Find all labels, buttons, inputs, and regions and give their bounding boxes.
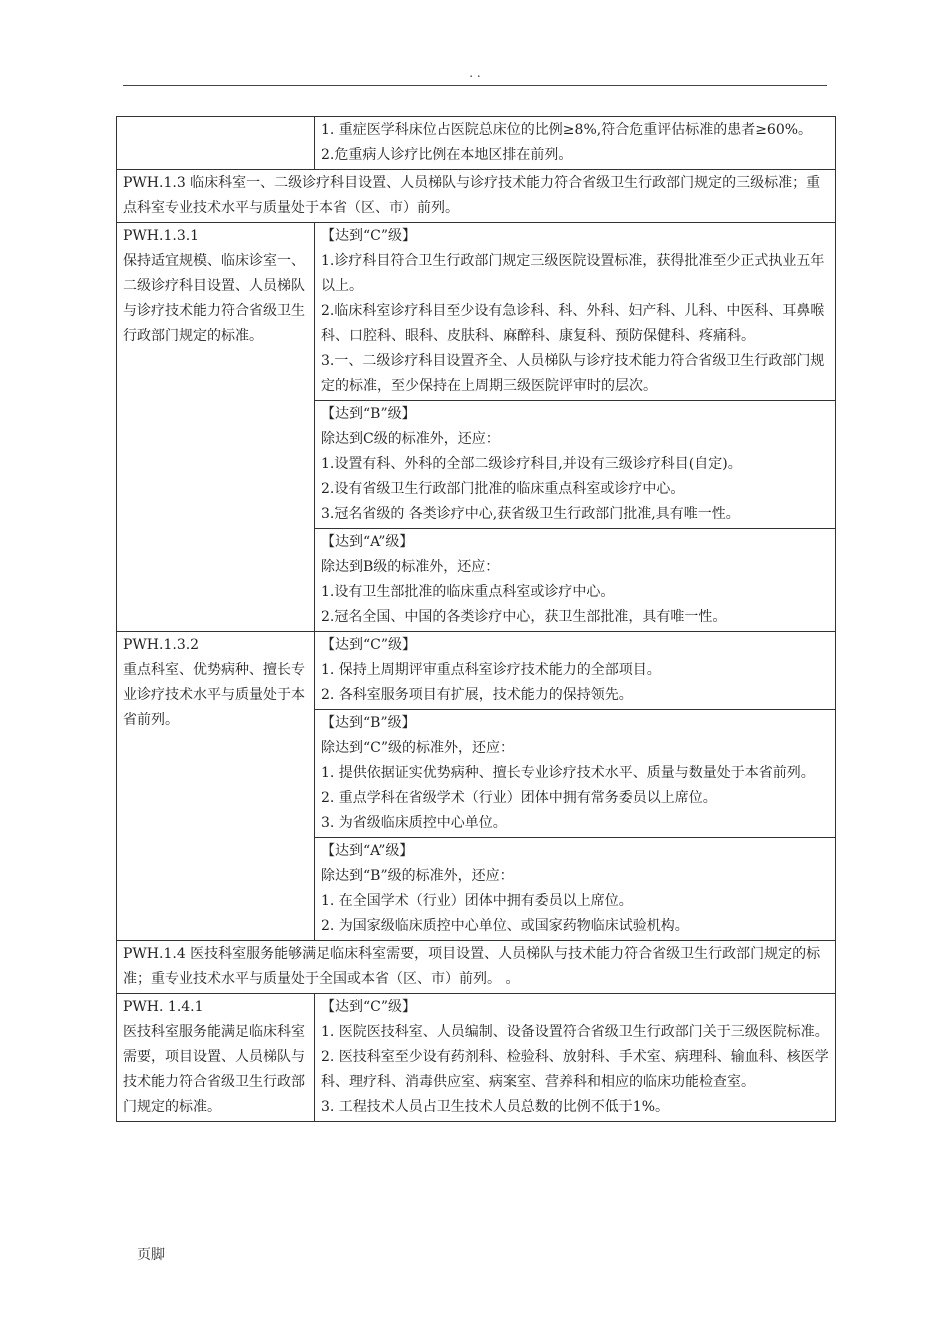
item-description: 医技科室服务能满足临床科室需要，项目设置、人员梯队与技术能力符合省级卫生行政部门规定的标准。 bbox=[123, 1024, 305, 1115]
criteria-line: 除达到B级的标准外，还应： bbox=[321, 559, 500, 575]
criteria-line: 2.危重病人诊疗比例在本地区排在前列。 bbox=[321, 147, 573, 163]
criteria-line: 2.临床科室诊疗科目至少设有急诊科、科、外科、妇产科、儿科、中医科、耳鼻喉科、口腔科、眼科、皮肤科、麻醉科、康复科、预防保健科、疼痛科。 bbox=[321, 303, 825, 344]
grade-c-cell bbox=[315, 223, 836, 401]
item-description: 重点科室、优势病种、擅长专业诊疗技术水平与质量处于本省前列。 bbox=[123, 662, 305, 728]
header-rule bbox=[123, 85, 827, 86]
page-footer: 页脚 bbox=[137, 1247, 165, 1263]
grade-b-cell bbox=[315, 401, 836, 529]
table-row bbox=[117, 170, 836, 223]
table-row bbox=[117, 223, 836, 401]
grade-c-cell bbox=[315, 632, 836, 710]
grade-heading: 【达到“B”级】 bbox=[321, 715, 416, 731]
grade-b-cell bbox=[315, 710, 836, 838]
criteria-line: 3.一、二级诊疗科目设置齐全、人员梯队与诊疗技术能力符合省级卫生行政部门规定的标准，至少保持在上周期三级医院评审时的层次。 bbox=[321, 353, 825, 394]
criteria-line: 2. 为国家级临床质控中心单位、或国家药物临床试验机构。 bbox=[321, 918, 689, 934]
grade-heading: 【达到“C”级】 bbox=[321, 228, 417, 244]
item-code: PWH. 1.4.1 bbox=[123, 999, 204, 1015]
criteria-line: 1.设有卫生部批准的临床重点科室或诊疗中心。 bbox=[321, 584, 615, 600]
item-label-1-3-1 bbox=[117, 223, 315, 632]
table-row bbox=[117, 994, 836, 1122]
standards-table bbox=[116, 116, 836, 1122]
row-label-cell bbox=[117, 117, 315, 170]
criteria-line: 2.冠名全国、中国的各类诊疗中心，获卫生部批准，具有唯一性。 bbox=[321, 609, 727, 625]
grade-heading: 【达到“A”级】 bbox=[321, 843, 414, 859]
grade-heading: 【达到“A”级】 bbox=[321, 534, 414, 550]
item-label-1-3-2 bbox=[117, 632, 315, 941]
item-description: 保持适宜规模、临床诊室一、二级诊疗科目设置、人员梯队与诊疗技术能力符合省级卫生行政部门规定的标准。 bbox=[123, 253, 305, 344]
table-row bbox=[117, 632, 836, 710]
grade-a-cell bbox=[315, 529, 836, 632]
criteria-line: 1. 保持上周期评审重点科室诊疗技术能力的全部项目。 bbox=[321, 662, 661, 678]
criteria-line: 1.诊疗科目符合卫生行政部门规定三级医院设置标准，获得批准至少正式执业五年以上。 bbox=[321, 253, 825, 294]
criteria-cell bbox=[315, 117, 836, 170]
grade-heading: 【达到“C”级】 bbox=[321, 999, 417, 1015]
item-code: PWH.1.3.1 bbox=[123, 228, 200, 244]
criteria-line: 1. 提供依据证实优势病种、擅长专业诊疗技术水平、质量与数量处于本省前列。 bbox=[321, 765, 815, 781]
criteria-line: 除达到“B”级的标准外，还应： bbox=[321, 868, 514, 884]
grade-c-cell bbox=[315, 994, 836, 1122]
criteria-line: 1.设置有科、外科的全部二级诊疗科目,并设有三级诊疗科目(自定)。 bbox=[321, 456, 742, 472]
criteria-line: 除达到“C”级的标准外，还应： bbox=[321, 740, 515, 756]
header-dots: . . bbox=[469, 66, 481, 80]
grade-heading: 【达到“B”级】 bbox=[321, 406, 416, 422]
criteria-line: 1. 重症医学科床位占医院总床位的比例≥8%,符合危重评估标准的患者≥60%。 bbox=[321, 122, 813, 138]
criteria-line: 3. 为省级临床质控中心单位。 bbox=[321, 815, 507, 831]
item-label-1-4-1 bbox=[117, 994, 315, 1122]
section-heading-1-3: PWH.1.3 临床科室一、二级诊疗科目设置、人员梯队与诊疗技术能力符合省级卫生行政部门规定的三级标准；重点科室专业技术水平与质量处于本省（区、市）前列。 bbox=[117, 170, 836, 223]
criteria-line: 2. 医技科室至少设有药剂科、检验科、放射科、手术室、病理科、输血科、核医学科、理疗科、消毒供应室、病案室、营养科和相应的临床功能检查室。 bbox=[321, 1049, 829, 1090]
item-code: PWH.1.3.2 bbox=[123, 637, 200, 653]
criteria-line: 3. 工程技术人员占卫生技术人员总数的比例不低于1%。 bbox=[321, 1099, 670, 1115]
grade-a-cell bbox=[315, 838, 836, 941]
criteria-line: 2. 各科室服务项目有扩展，技术能力的保持领先。 bbox=[321, 687, 633, 703]
section-heading-1-4: PWH.1.4 医技科室服务能够满足临床科室需要，项目设置、人员梯队与技术能力符合省级卫生行政部门规定的标准；重专业技术水平与质量处于全国或本省（区、市）前列。 。 bbox=[117, 941, 836, 994]
criteria-line: 1. 在全国学术（行业）团体中拥有委员以上席位。 bbox=[321, 893, 633, 909]
criteria-line: 3.冠名省级的 各类诊疗中心,获省级卫生行政部门批准,具有唯一性。 bbox=[321, 506, 740, 522]
table-row bbox=[117, 117, 836, 170]
criteria-line: 1. 医院医技科室、人员编制、设备设置符合省级卫生行政部门关于三级医院标准。 bbox=[321, 1024, 829, 1040]
criteria-line: 2. 重点学科在省级学术（行业）团体中拥有常务委员以上席位。 bbox=[321, 790, 717, 806]
table-row bbox=[117, 941, 836, 994]
grade-heading: 【达到“C”级】 bbox=[321, 637, 417, 653]
criteria-line: 除达到C级的标准外，还应： bbox=[321, 431, 500, 447]
criteria-line: 2.设有省级卫生行政部门批准的临床重点科室或诊疗中心。 bbox=[321, 481, 685, 497]
